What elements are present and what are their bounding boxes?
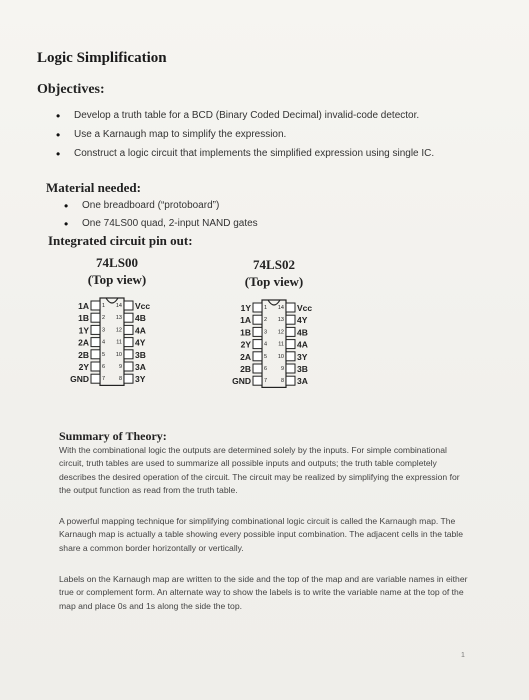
pin-label: GND — [70, 374, 89, 385]
pin — [253, 352, 262, 361]
chip-74ls02-diagram — [206, 298, 356, 398]
chip-74ls00-title — [57, 254, 177, 288]
pin-number: 10 — [115, 351, 122, 358]
pin-label: 4Y — [135, 337, 146, 348]
pin-label: 3B — [297, 364, 308, 374]
pin-number: 7 — [264, 378, 268, 385]
pin-number: 5 — [102, 351, 106, 358]
pin-number: 6 — [264, 366, 268, 372]
pin-number: 11 — [116, 339, 122, 346]
pin — [286, 327, 295, 336]
pin-number: 8 — [118, 376, 122, 383]
pin-number: 8 — [280, 378, 284, 385]
list-item: • Use a Karnaugh map to simplify the expression. — [52, 127, 434, 146]
pin-number: 5 — [264, 353, 268, 360]
pin — [124, 374, 133, 383]
pin-number: 3 — [264, 329, 268, 336]
pin-number: 12 — [277, 329, 284, 336]
summary-paragraph-3: Labels on the Karnaugh map are written to the side and the top of the map and are variable names in either true or complement form. An alternate way to show the labels is to write the variable name at the top of the map and place 0s and 1s along the side the top. — [59, 574, 468, 611]
objectives-heading: Objectives: — [37, 82, 105, 97]
pin-label: 2A — [240, 351, 251, 362]
pin — [286, 352, 295, 361]
materials-heading: Material needed: — [46, 180, 141, 195]
summary-paragraph-1: With the combinational logic the outputs are determined solely by the inputs. For simple combinational circuit, truth tables are used to summarize all possible inputs and outputs; the truth table completely describes the desired operation of the circuit. The circuit may be realized by simplifying the expression for the output function as read from the truth table. — [59, 445, 460, 496]
materials-list — [60, 198, 258, 234]
pin — [91, 313, 100, 322]
pin-number: 13 — [115, 315, 122, 322]
chip-view: (Top view) — [244, 274, 304, 289]
pin — [124, 338, 133, 347]
list-item: • Construct a logic circuit that implements the simplified expression using single IC. — [52, 146, 434, 165]
pin-number: 1 — [102, 303, 106, 309]
pin-label: 1Y — [240, 303, 251, 313]
pin — [124, 325, 133, 334]
pin-label: 4B — [135, 313, 146, 324]
pin-label: 3B — [135, 349, 146, 360]
pin-number: 7 — [102, 376, 106, 383]
pin-label: 4B — [297, 327, 308, 338]
pin-number: 2 — [264, 317, 268, 324]
pin-label: 4A — [297, 339, 308, 350]
pin-label: 3A — [135, 362, 146, 372]
pin-label: 2B — [240, 364, 251, 374]
pin-number: 9 — [118, 364, 122, 370]
pin-number: 2 — [102, 315, 106, 322]
pin-label: GND — [232, 376, 251, 387]
pin-number: 4 — [102, 339, 106, 346]
pin-label: 4A — [135, 325, 146, 336]
pin-number: 10 — [277, 353, 284, 360]
chip-74ls00-diagram — [44, 296, 194, 396]
list-item: • Develop a truth table for a BCD (Binary Coded Decimal) invalid-code detector. — [52, 108, 434, 127]
pin — [124, 313, 133, 322]
pin — [91, 301, 100, 310]
pin-label: 1Y — [78, 325, 89, 336]
pin-number: 14 — [277, 305, 284, 311]
pin-label: 2Y — [240, 339, 251, 350]
pin-number: 1 — [264, 305, 268, 311]
pin — [91, 350, 100, 359]
pin — [253, 376, 262, 385]
pin-label: 1A — [78, 301, 89, 311]
pin — [124, 362, 133, 371]
pin-number: 11 — [278, 341, 284, 348]
pin — [91, 362, 100, 371]
pin — [91, 374, 100, 383]
pin — [253, 315, 262, 324]
pin-label: 1A — [240, 315, 251, 326]
pin-number: 13 — [277, 317, 284, 324]
pin — [286, 376, 295, 385]
chip-74ls02-title — [214, 256, 334, 290]
pin-number: 12 — [115, 327, 122, 334]
pin-number: 4 — [264, 341, 268, 348]
summary-heading: Summary of Theory: — [59, 429, 167, 443]
pin-label: 2A — [78, 337, 89, 348]
pin — [286, 364, 295, 373]
pin-label: 1B — [240, 327, 251, 338]
pin-label: 1B — [78, 313, 89, 324]
pin-number: 9 — [280, 366, 284, 372]
pin-label: Vcc — [135, 301, 151, 311]
objectives-list — [52, 108, 434, 165]
pin — [91, 325, 100, 334]
pin — [124, 301, 133, 310]
pin-label: 2B — [78, 349, 89, 360]
pin — [286, 315, 295, 324]
pin — [253, 340, 262, 349]
pin-label: 4Y — [297, 315, 308, 326]
pin — [253, 303, 262, 312]
pin — [286, 303, 295, 312]
pin — [253, 364, 262, 373]
chip-name: 74LS00 — [96, 255, 138, 270]
pin — [124, 350, 133, 359]
list-item: • One 74LS00 quad, 2-input NAND gates — [60, 216, 258, 234]
pin-number: 6 — [102, 364, 106, 370]
summary-paragraph-2: A powerful mapping technique for simplifying combinational logic circuit is called the Karnaugh map. The Karnaugh map is actually a table showing every possible input combination. The adjacent cells in the table share a common border horizontally or vertically. — [59, 516, 463, 553]
pinout-heading: Integrated circuit pin out: — [48, 233, 193, 248]
chip-name: 74LS02 — [253, 257, 295, 272]
pin — [286, 340, 295, 349]
pin-label: 3A — [297, 376, 308, 387]
pin-label: 3Y — [297, 351, 308, 362]
chip-view: (Top view) — [87, 272, 147, 287]
pin-label: 3Y — [135, 374, 146, 385]
pin-number: 14 — [115, 303, 122, 309]
pin — [253, 327, 262, 336]
page-title: Logic Simplification — [37, 50, 167, 66]
pin-label: 2Y — [78, 362, 89, 372]
pin-label: Vcc — [297, 303, 313, 313]
list-item: • One breadboard (“protoboard”) — [60, 198, 258, 216]
pin-number: 3 — [102, 327, 106, 334]
pin — [91, 338, 100, 347]
page-number: 1 — [461, 652, 465, 659]
